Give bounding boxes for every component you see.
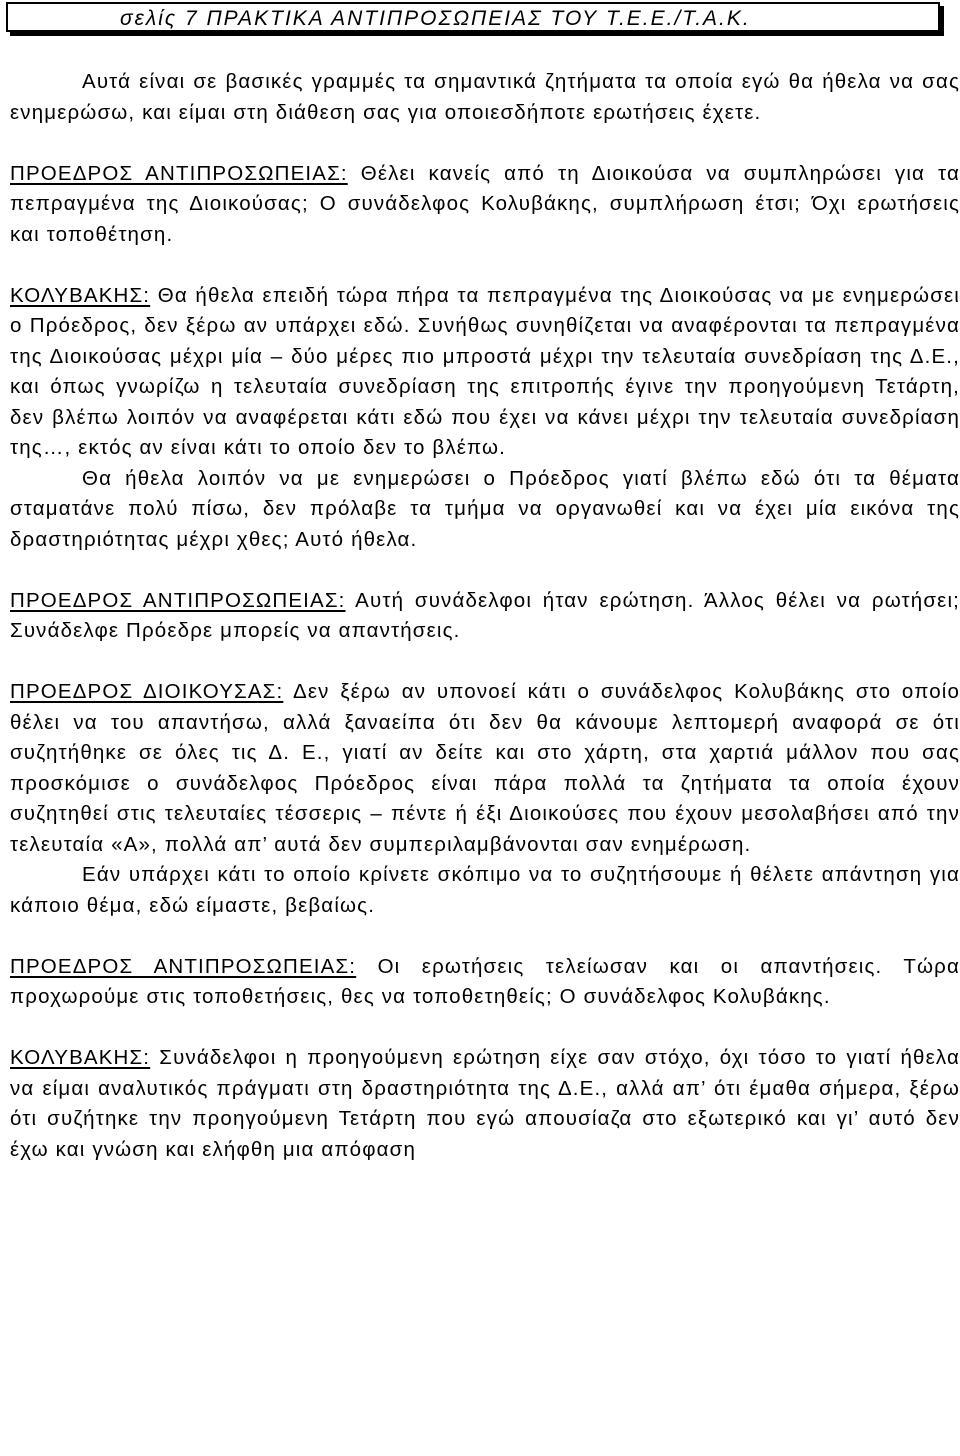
speaker-label: ΚΟΛΥΒΑΚΗΣ: [10, 1046, 151, 1069]
paragraph-text: Θα ήθελα λοιπόν να με ενημερώσει ο Πρόεδρος γιατί βλέπω εδώ ότι τα θέματα σταματάνε πολύ πίσω, δεν πρόλαβε τα τμήμα να οργανωθεί και να έχει μία εικόνα της δραστηριότητας μέχρι χθες; Αυτό ήθελα. [10, 466, 960, 551]
speaker-label: ΠΡΟΕΔΡΟΣ ΑΝΤΙΠΡΟΣΩΠΕΙΑΣ: [10, 954, 357, 978]
paragraph [10, 860, 960, 921]
paragraph-text: Θέλει κανείς από τη Διοικούσα να συμπληρώσει για τα πεπραγμένα της Διοικούσας; Ο συνάδελφος Κολυβάκης, συμπλήρωση έτσι; Όχι ερωτήσεις και τοποθέτηση. [10, 161, 960, 246]
paragraph [10, 464, 960, 556]
paragraph [10, 586, 960, 647]
paragraph-text: Εάν υπάρχει κάτι το οποίο κρίνετε σκόπιμο να το συζητήσουμε ή θέλετε απάντηση για κάποιο θέμα, εδώ είμαστε, βεβαίως. [10, 863, 960, 917]
paragraph [10, 1043, 960, 1165]
paragraph-text: Αυτή συνάδελφοι ήταν ερώτηση. Άλλος θέλει να ρωτήσει; Συνάδελφε Πρόεδρε μπορείς να απαντήσεις. [10, 588, 960, 642]
paragraph-text: Αυτά είναι σε βασικές γραμμές τα σημαντικά ζητήματα τα οποία εγώ θα ήθελα να σας ενημερώσω, και είμαι στη διάθεση σας για οποιεσδήποτε ερωτήσεις έχετε. [10, 70, 960, 124]
speaker-label: ΠΡΟΕΔΡΟΣ ΔΙΟΙΚΟΥΣΑΣ: [10, 680, 284, 703]
speaker-label: ΠΡΟΕΔΡΟΣ ΑΝΤΙΠΡΟΣΩΠΕΙΑΣ: [10, 161, 348, 185]
paragraph [10, 677, 960, 860]
paragraph-text: Συνάδελφοι η προηγούμενη ερώτηση είχε σαν στόχο, όχι τόσο το γιατί ήθελα να είμαι αναλυτικός πράγματι στη δραστηριότητα της Δ.Ε., αλλά απ’ ότι έμαθα σήμερα, ξέρω ότι συζήτηκε την προηγούμενη Τετάρτη που εγώ απουσίαζα στο εξωτερικό και γι’ αυτό δεν έχω και γνώση και ελήφθη μια απόφαση [10, 1046, 960, 1161]
paragraph-text: Οι ερωτήσεις τελείωσαν και οι απαντήσεις. Τώρα προχωρούμε στις τοποθετήσεις, θες να τοποθετηθείς; Ο συνάδελφος Κολυβάκης. [10, 954, 960, 1008]
document-body [10, 67, 960, 1165]
paragraph-text: Δεν ξέρω αν υπονοεί κάτι ο συνάδελφος Κολυβάκης στο οποίο θέλει να του απαντήσω, αλλά ξαναείπα ότι δεν θα κάνουμε λεπτομερή αναφορά σε ότι συζητήθηκε σε όλες τις Δ. Ε., γιατί αν δείτε και στο χάρτη, στα χαρτιά μάλλον που σας προσκόμισε ο συνάδελφος Πρόεδρος είναι πάρα πολλά τα ζητήματα τα οποία έχουν συζητηθεί στις τελευταίες τέσσερις – πέντε ή έξι Διοικούσες που έχουν μεσολαβήσει από την τελευταία «Α», πολλά απ’ αυτά δεν συμπεριλαμβάνονται σαν ενημέρωση. [10, 680, 960, 856]
speaker-label: ΠΡΟΕΔΡΟΣ ΑΝΤΙΠΡΟΣΩΠΕΙΑΣ: [10, 588, 346, 612]
page-header: σελίς 7 ΠΡΑΚΤΙΚΑ ΑΝΤΙΠΡΟΣΩΠΕΙΑΣ ΤΟΥ Τ.Ε.Ε./Τ.Α.Κ. [6, 2, 940, 32]
paragraph [10, 281, 960, 464]
paragraph [10, 67, 960, 128]
paragraph [10, 952, 960, 1013]
speaker-label: ΚΟΛΥΒΑΚΗΣ: [10, 283, 151, 307]
paragraph [10, 159, 960, 251]
paragraph-text: Θα ήθελα επειδή τώρα πήρα τα πεπραγμένα της Διοικούσας να με ενημερώσει ο Πρόεδρος, δεν ξέρω αν υπάρχει εδώ. Συνήθως συνηθίζεται να αναφέρονται τα πεπραγμένα της Διοικούσας μέχρι μία – δύο μέρες πιο μπροστά μέχρι την τελευταία συνεδρίαση της Δ.Ε., και όπως γνωρίζω η τελευταία συνεδρίαση της επιτροπής έγινε την προηγούμενη Τετάρτη, δεν βλέπω λοιπόν να αναφέρεται κάτι εδώ που έχει να κάνει μέχρι την τελευταία συνεδρίαση της…, εκτός αν είναι κάτι το οποίο δεν το βλέπω. [10, 283, 960, 459]
